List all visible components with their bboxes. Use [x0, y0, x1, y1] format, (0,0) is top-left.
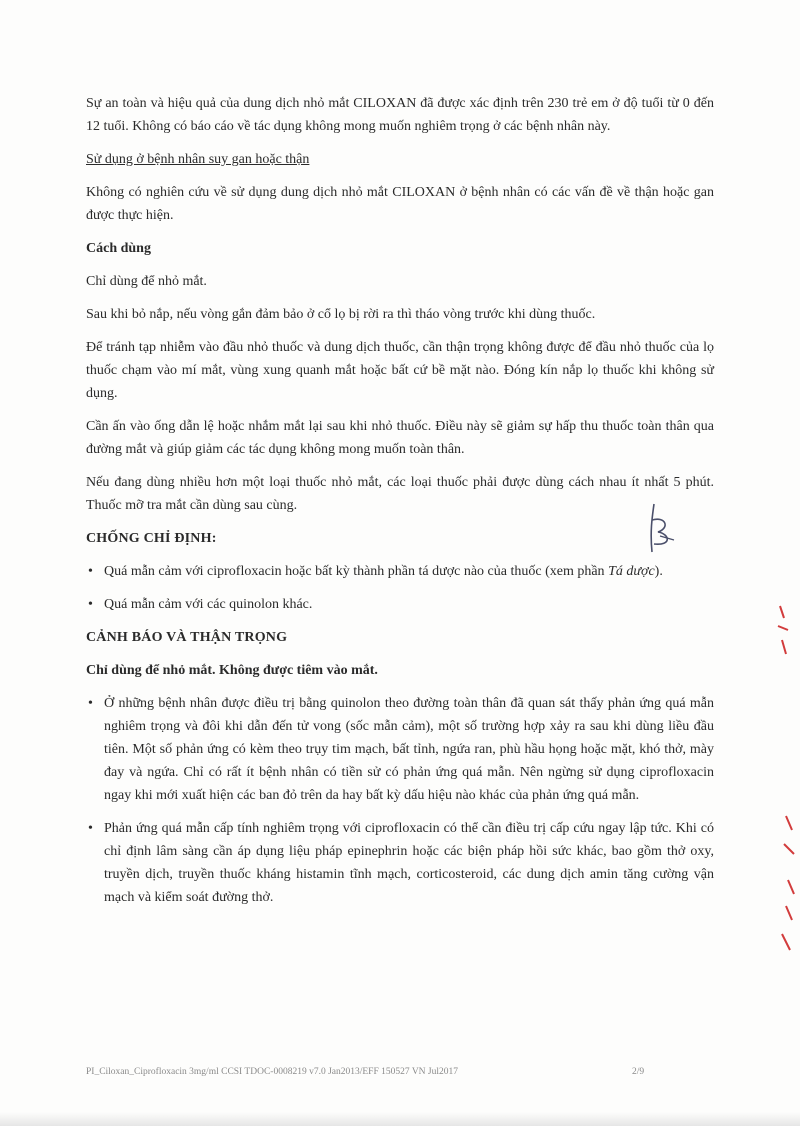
stamp-fragment-icon — [774, 810, 800, 960]
paragraph-usage-5: Nếu đang dùng nhiều hơn một loại thuốc nhỏ mắt, các loại thuốc phải được dùng cách nhau ít nhất 5 phút. Thuốc mỡ tra mắt cần dùng sau cùng. — [86, 475, 714, 513]
subheading-hepatic-renal: Sử dụng ở bệnh nhân suy gan hoặc thận — [86, 152, 310, 167]
paragraph-hepatic-renal: Không có nghiên cứu về sử dụng dung dịch nhỏ mắt CILOXAN ở bệnh nhân có các vấn đề về thận hoặc gan được thực hiện. — [86, 185, 714, 223]
paragraph-usage-3: Để tránh tạp nhiễm vào đầu nhỏ thuốc và dung dịch thuốc, cần thận trọng không được để đầu nhỏ thuốc của lọ thuốc chạm vào mí mắt, vùng xung quanh mắt hoặc bất cứ bề mặt nào. Đóng kín nắp lọ thuốc khi không sử dụng. — [86, 340, 714, 401]
bullet-icon: • — [88, 564, 93, 579]
heading-usage: Cách dùng — [86, 241, 151, 256]
document-body — [86, 92, 714, 919]
footer-doc-id: PI_Ciloxan_Ciprofloxacin 3mg/ml CCSI TDOC-0008219 v7.0 Jan2013/EFF 150527 VN Jul2017 — [86, 1067, 459, 1077]
bullet-icon: • — [88, 821, 93, 836]
heading-contraindications: CHỐNG CHỈ ĐỊNH: — [86, 531, 217, 546]
heading-warnings: CẢNH BÁO VÀ THẬN TRỌNG — [86, 630, 288, 645]
list-item — [86, 560, 714, 583]
warning-1-text: Ở những bệnh nhân được điều trị bằng quinolon theo đường toàn thân đã quan sát thấy phản ứng quá mẫn nghiêm trọng và đôi khi dẫn đến tử vong (sốc mẫn cảm), một số trường hợp xảy ra sau khi dùng liều đầu tiên. Một số phản ứng có kèm theo trụy tim mạch, bất tỉnh, ngứa ran, phù hầu họng hoặc mặt, khó thở, mày đay và ngứa. Chỉ có rất ít bệnh nhân có tiền sử có phản ứng quá mẫn. Nên ngừng sử dụng ciprofloxacin ngay khi mới xuất hiện các ban đỏ trên da hay bất kỳ dấu hiệu nào khác của phản ứng quá mẫn. — [104, 696, 714, 803]
bullet-icon: • — [88, 696, 93, 711]
scan-edge-shadow — [0, 1112, 800, 1126]
list-item — [86, 593, 714, 616]
contra-1-end: ). — [654, 564, 663, 579]
signature-mark — [640, 500, 680, 560]
warning-subheading: Chỉ dùng để nhỏ mắt. Không được tiêm vào mắt. — [86, 663, 378, 678]
paragraph-usage-1: Chỉ dùng để nhỏ mắt. — [86, 274, 207, 289]
page-footer — [86, 1067, 714, 1077]
paragraph-pediatric-safety: Sự an toàn và hiệu quả của dung dịch nhỏ mắt CILOXAN đã được xác định trên 230 trẻ em ở độ tuổi từ 0 đến 12 tuổi. Không có báo cáo về tác dụng không mong muốn nghiêm trọng ở các bệnh nhân này. — [86, 96, 714, 134]
contra-2-text: Quá mẫn cảm với các quinolon khác. — [104, 597, 313, 612]
paragraph-usage-2: Sau khi bỏ nắp, nếu vòng gắn đảm bảo ở cổ lọ bị rời ra thì tháo vòng trước khi dùng thuốc. — [86, 307, 596, 322]
warnings-list — [86, 692, 714, 909]
contra-1-text: Quá mẫn cảm với ciprofloxacin hoặc bất kỳ thành phần tá dược nào của thuốc (xem phần — [104, 564, 609, 579]
stamp-fragment-icon — [774, 600, 800, 660]
bullet-icon: • — [88, 597, 93, 612]
warning-2-text: Phản ứng quá mẫn cấp tính nghiêm trọng với ciprofloxacin có thể cần điều trị cấp cứu ngay lập tức. Khi có chỉ định lâm sàng cần áp dụng liệu pháp epinephrin hoặc các biện pháp hồi sức khác, bao gồm thở oxy, truyền dịch, truyền thuốc kháng histamin tĩnh mạch, corticosteroid, các dung dịch amin tăng cường vận mạch và kiểm soát đường thở. — [104, 821, 714, 905]
list-item — [86, 692, 714, 807]
contra-1-italic: Tá dược — [608, 564, 655, 579]
contraindications-list — [86, 560, 714, 616]
paragraph-usage-4: Cần ấn vào ống dẫn lệ hoặc nhắm mắt lại sau khi nhỏ thuốc. Điều này sẽ giảm sự hấp thu thuốc toàn thân qua đường mắt và giúp giảm các tác dụng không mong muốn toàn thân. — [86, 419, 714, 457]
page-number: 2/9 — [632, 1067, 645, 1077]
list-item — [86, 817, 714, 909]
